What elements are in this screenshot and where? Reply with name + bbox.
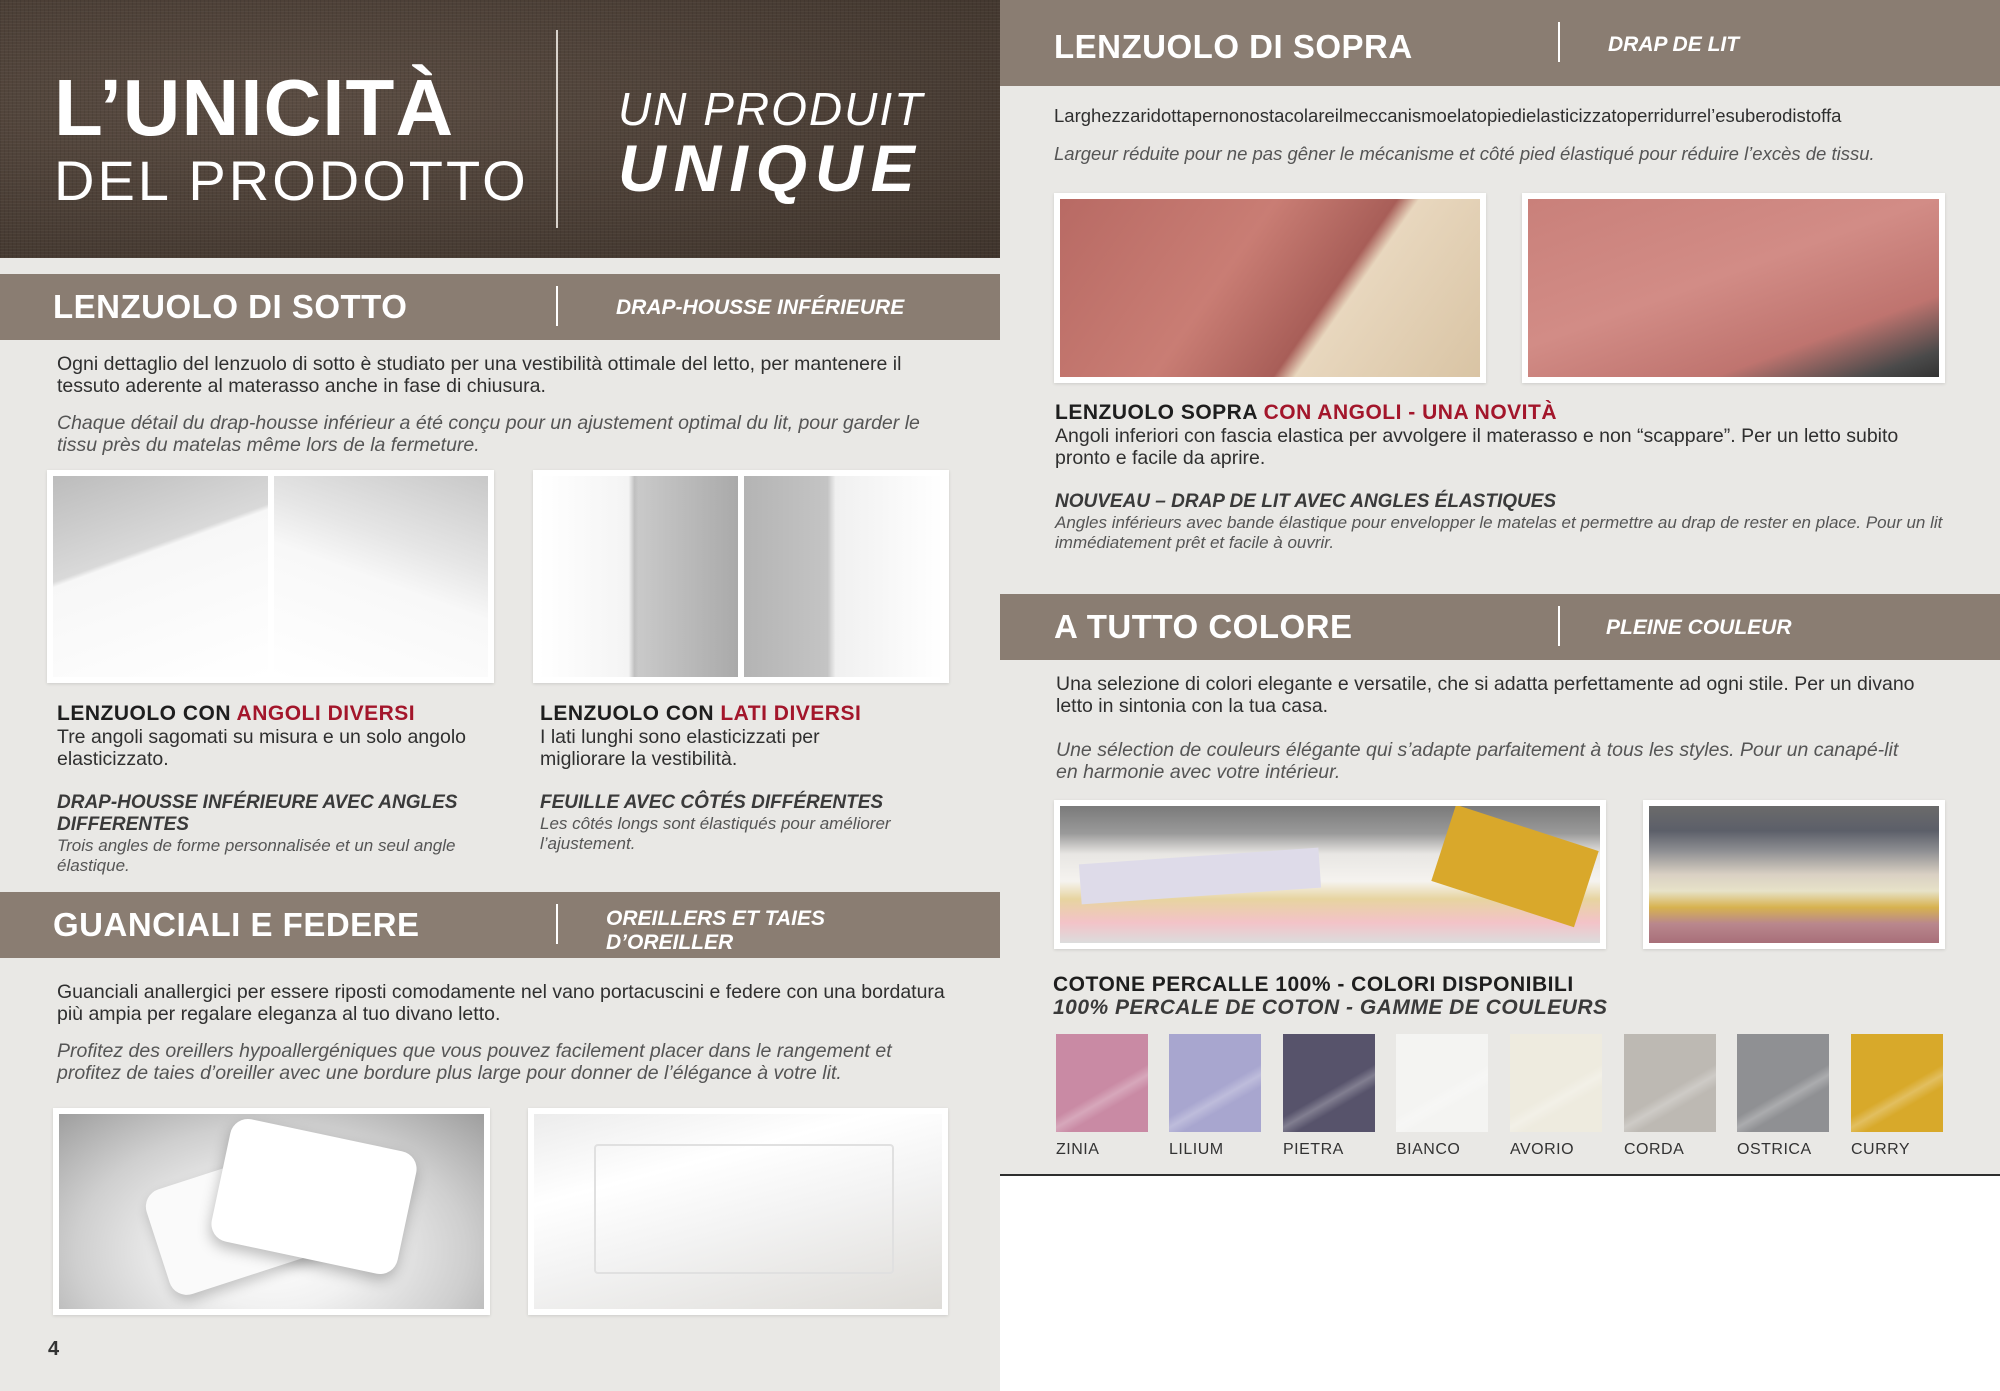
section-title-sopra: LENZUOLO DI SOPRA	[1054, 28, 1413, 65]
swatch-corda	[1624, 1034, 1716, 1132]
angoli-desc-it: Tre angoli sagomati su misura e un solo angolo elasticizzato.	[57, 726, 467, 770]
swatch-label: PIETRA	[1283, 1141, 1344, 1158]
swatch-label: OSTRICA	[1737, 1141, 1812, 1158]
percalle-title-it: COTONE PERCALLE 100% - COLORI DISPONIBILI	[1053, 973, 1574, 996]
section-title-guanciali: GUANCIALI E FEDERE	[53, 906, 420, 943]
hero-title: L’UNICITÀ	[54, 63, 455, 152]
section-title-colore-fr: PLEINE COULEUR	[1606, 616, 1792, 639]
section-title-sotto-fr: DRAP-HOUSSE INFÉRIEURE	[616, 296, 905, 319]
swatch-label: CURRY	[1851, 1141, 1911, 1158]
colore-desc-fr: Une sélection de couleurs élégante qui s’adapte parfaitement à tous les styles. Pour un canapé-lit en harmonie avec votre intérieur.	[1056, 739, 1899, 783]
swatch-bianco	[1396, 1034, 1488, 1132]
lati-desc-it: I lati lunghi sono elasticizzati per migliorare la vestibilità.	[540, 726, 820, 770]
angoli-desc-fr: Trois angles de forme personnalisée et un seul angle élastique.	[57, 836, 456, 875]
header-divider	[1558, 22, 1560, 62]
section-header-sotto	[0, 274, 1000, 340]
angoli-title: LENZUOLO CON ANGOLI DIVERSI	[57, 702, 416, 725]
novita-desc-it: Angoli inferiori con fascia elastica per avvolgere il materasso e non “scappare”. Per un letto subito pronto e facile da aprire.	[1055, 425, 1899, 469]
angoli-title-fr: DRAP-HOUSSE INFÉRIEURE AVEC ANGLES DIFFERENTES	[57, 792, 458, 835]
sopra-photo-2	[1522, 193, 1945, 383]
novita-desc-fr: Angles inférieurs avec bande élastique pour envelopper le matelas et permettre au drap de rester en place. Pour un lit immédiatement prêt et facile à ouvrir.	[1055, 513, 1943, 552]
hero-fr-line1: UN PRODUIT	[618, 83, 925, 135]
novita-title: LENZUOLO SOPRA CON ANGOLI - UNA NOVITÀ	[1055, 401, 1557, 424]
swatch-ostrica	[1737, 1034, 1829, 1132]
section-title-sopra-fr: DRAP DE LIT	[1608, 33, 1740, 56]
sopra-desc-it: Larghezzaridottapernonostacolareilmeccanismoelatopiedielasticizzatoperridurrel’esuberodistoffa	[1054, 105, 1842, 126]
lati-desc-fr: Les côtés longs sont élastiqués pour améliorer l’ajustement.	[540, 814, 891, 853]
percalle-title-fr: 100% PERCALE DE COTON - GAMME DE COULEURS	[1053, 996, 1608, 1019]
sopra-desc-fr: Largeur réduite pour ne pas gêner le mécanisme et côté pied élastiqué pour réduire l’excès de tissu.	[1054, 143, 1875, 164]
hero-divider	[556, 30, 558, 228]
lati-title: LENZUOLO CON LATI DIVERSI	[540, 702, 862, 725]
lati-photo	[533, 470, 949, 683]
section-header-sopra	[1000, 0, 2000, 86]
section-title-colore: A TUTTO COLORE	[1054, 608, 1353, 645]
sopra-photo-1	[1054, 193, 1486, 383]
hero-fr-line2: UNIQUE	[618, 131, 923, 205]
header-divider	[556, 904, 558, 944]
swatch-lilium	[1169, 1034, 1261, 1132]
lati-title-fr: FEUILLE AVEC CÔTÉS DIFFÉRENTES	[540, 792, 884, 813]
swatch-zinia	[1056, 1034, 1148, 1132]
swatch-pietra	[1283, 1034, 1375, 1132]
section-title-sotto: LENZUOLO DI SOTTO	[53, 288, 408, 325]
sotto-desc-it: Ogni dettaglio del lenzuolo di sotto è studiato per una vestibilità ottimale del letto, per mantenere il tessuto aderente al materasso anche in fase di chiusura.	[57, 353, 902, 397]
sotto-desc-fr: Chaque détail du drap-housse inférieur a été conçu pour un ajustement optimal du lit, pour garder le tissu près du matelas même lors de la fermeture.	[57, 412, 920, 456]
header-divider	[556, 286, 558, 326]
angoli-photo	[47, 470, 494, 683]
header-divider	[1558, 606, 1560, 646]
swatch-avorio	[1510, 1034, 1602, 1132]
swatch-label: ZINIA	[1056, 1141, 1100, 1158]
page-number: 4	[48, 1338, 60, 1360]
swatch-label: AVORIO	[1510, 1141, 1575, 1158]
hero-banner	[0, 0, 1000, 258]
guanciali-desc-it: Guanciali anallergici per essere riposti comodamente nel vano portacuscini e federe con una bordatura più ampia per regalare eleganza al tuo divano letto.	[57, 981, 945, 1025]
colore-photo-1	[1054, 800, 1606, 949]
swatch-label: CORDA	[1624, 1141, 1685, 1158]
novita-title-fr: NOUVEAU – DRAP DE LIT AVEC ANGLES ÉLASTIQUES	[1055, 491, 1557, 512]
section-header-guanciali	[0, 892, 1000, 958]
pillows-photo	[53, 1108, 490, 1315]
swatch-label: LILIUM	[1169, 1141, 1224, 1158]
guanciali-desc-fr: Profitez des oreillers hypoallergéniques que vous pouvez facilement placer dans le rangement et profitez de taies d’oreiller avec une bordure plus large pour donner de l’élégance à votre lit.	[57, 1040, 892, 1084]
colore-desc-it: Una selezione di colori elegante e versatile, che si adatta perfettamente ad ogni stile. Per un divano letto in sintonia con la tua casa.	[1056, 673, 1915, 717]
hero-subtitle: DEL PRODOTTO	[54, 149, 529, 212]
swatch-curry	[1851, 1034, 1943, 1132]
pillowcase-photo	[528, 1108, 948, 1315]
section-header-colore	[1000, 594, 2000, 660]
section-title-guanciali-fr: OREILLERS ET TAIES D’OREILLER	[606, 907, 825, 954]
swatch-label: BIANCO	[1396, 1141, 1461, 1158]
colore-photo-2	[1643, 800, 1945, 949]
blank-area	[1000, 1176, 2000, 1391]
